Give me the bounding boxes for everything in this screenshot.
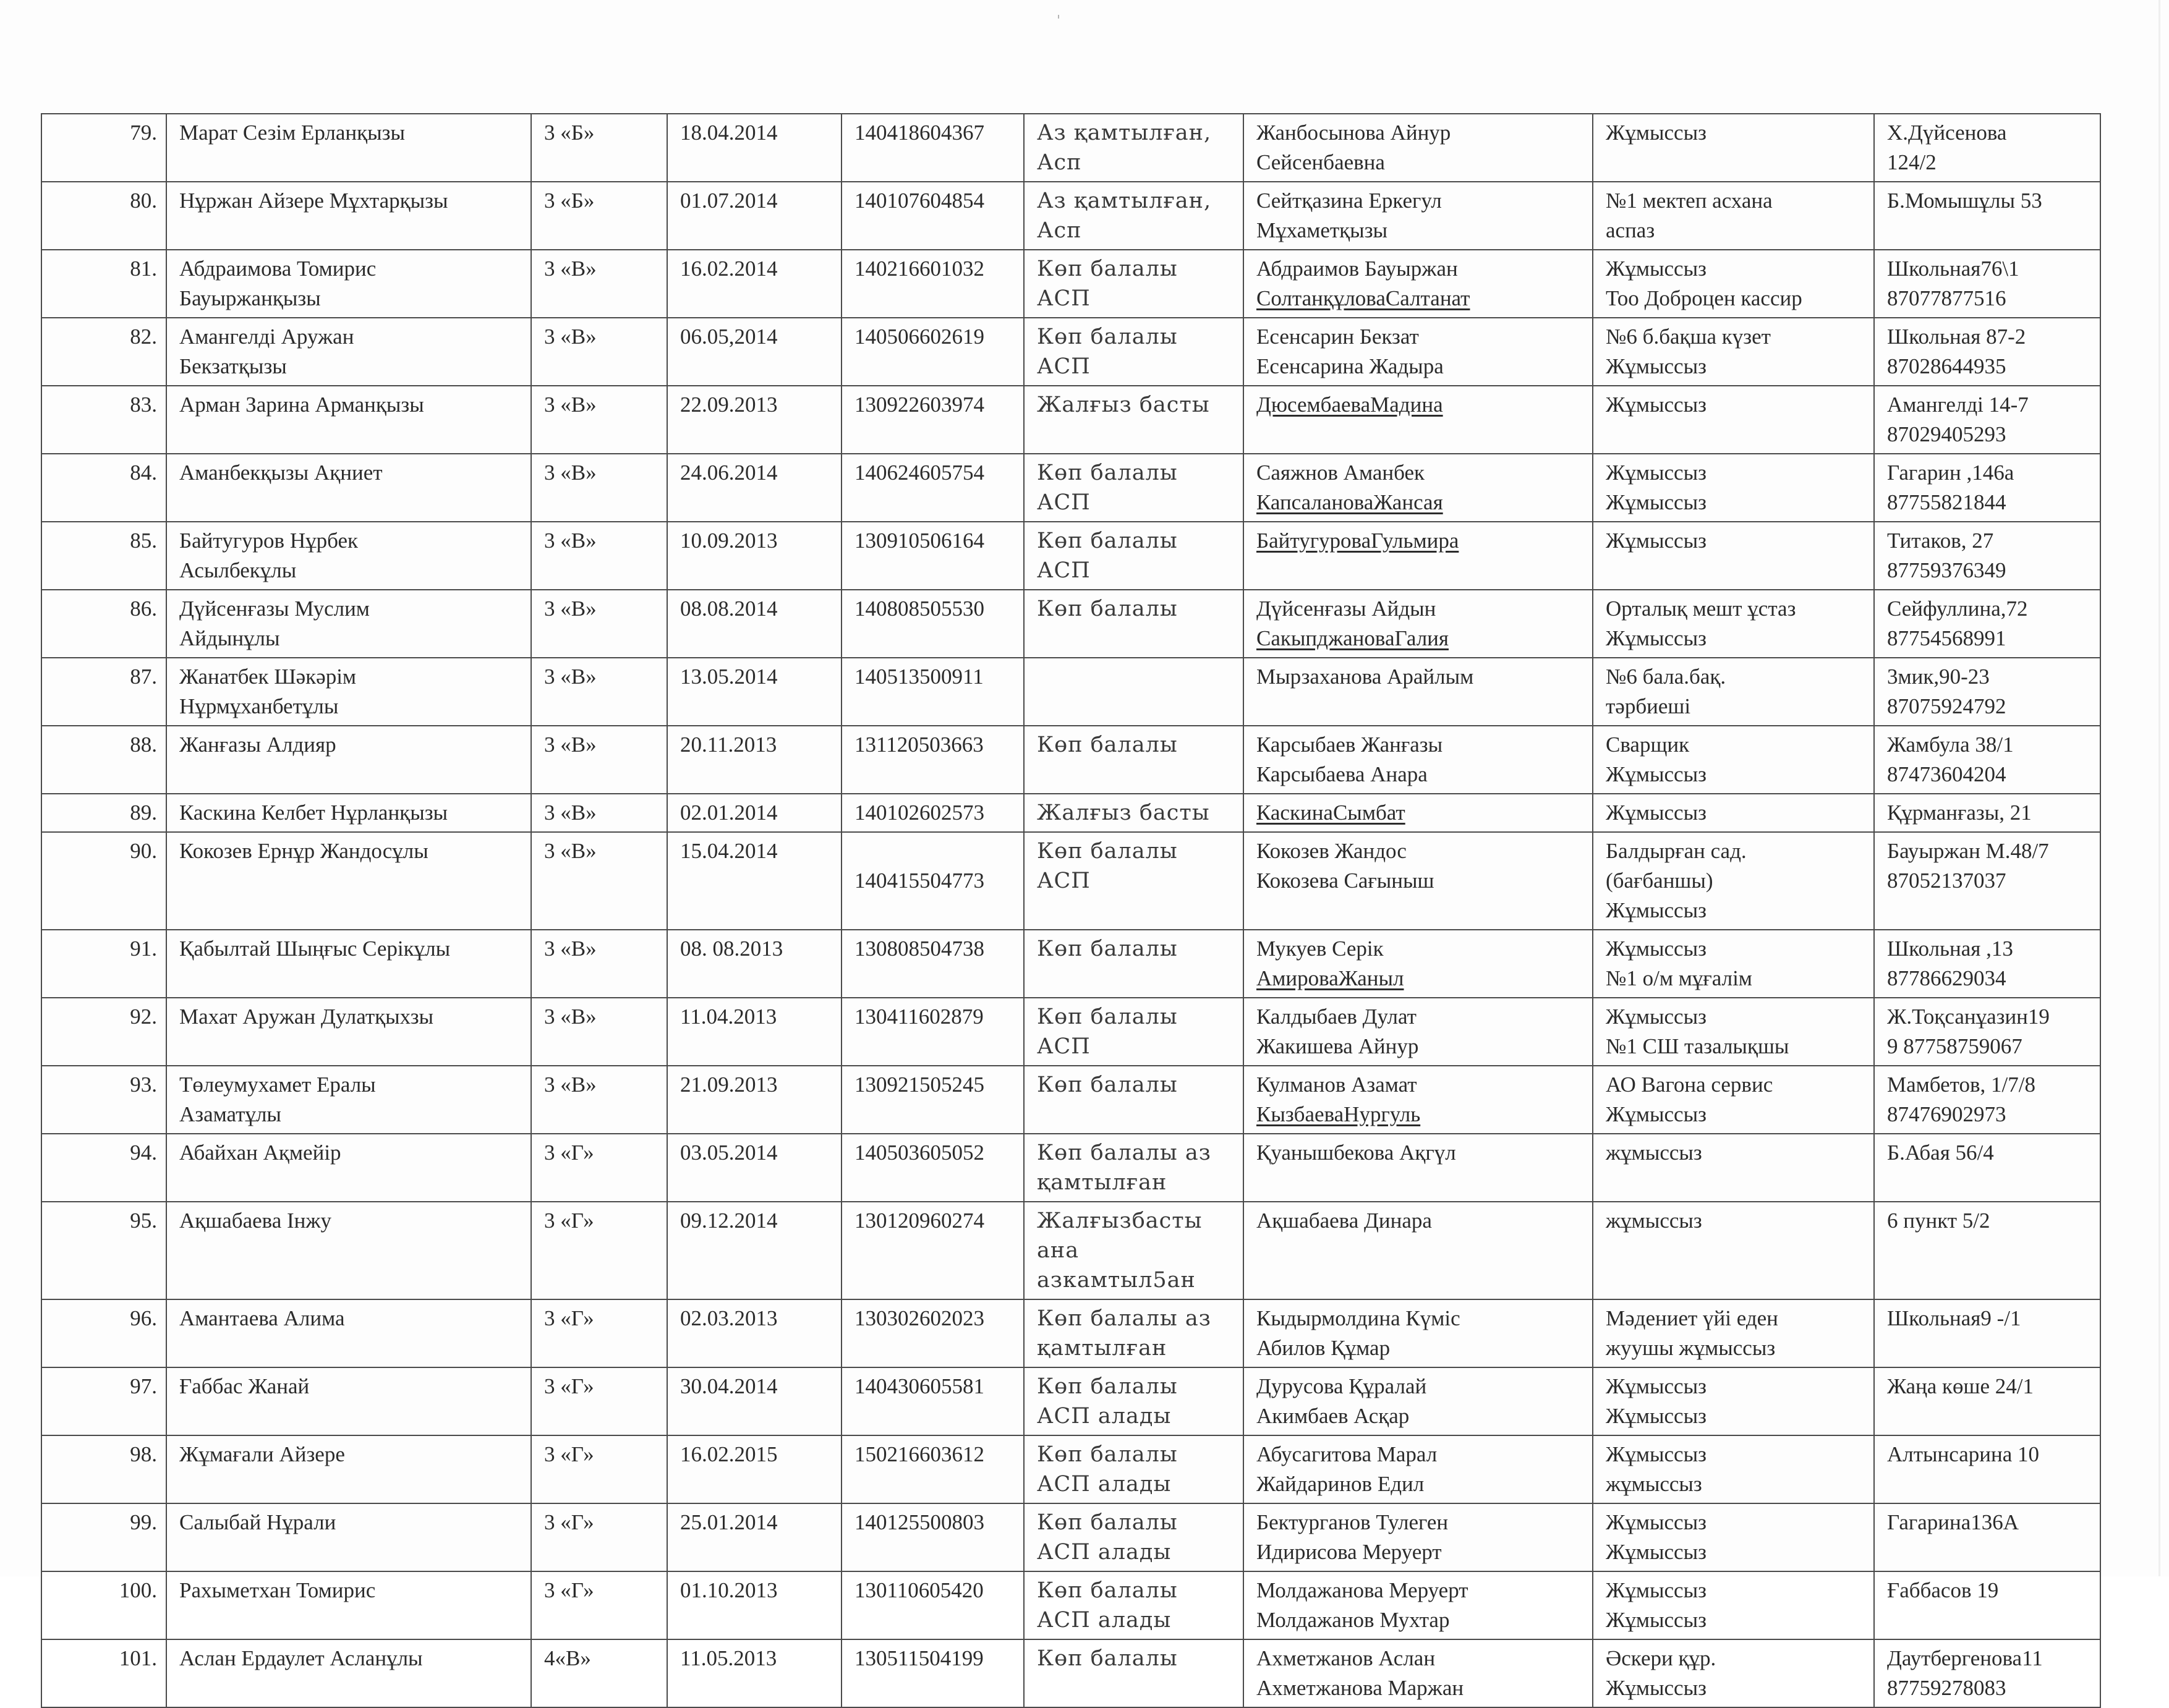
parent-name: Абилов Құмар: [1256, 1336, 1391, 1360]
parent-employment: Мәдениет үйі еден жуушы жұмыссыз: [1593, 1299, 1874, 1367]
class-label: 3 «Г»: [531, 1435, 667, 1503]
class-label: 3 «Г»: [531, 1367, 667, 1435]
student-name: Байтугуров Нұрбек Асылбекұлы: [166, 522, 531, 590]
row-number: 82.: [41, 318, 166, 386]
parent-name: Жайдаринов Едил: [1256, 1472, 1425, 1496]
table-row: [41, 590, 2100, 658]
iin-number: 130411602879: [842, 998, 1024, 1066]
family-status: Көп балалы аз қамтылған: [1024, 1299, 1243, 1367]
student-name: Рахыметхан Томирис: [166, 1571, 531, 1639]
family-status: Жалғызбасты ана азкамтыл5ан: [1024, 1202, 1243, 1299]
parent-name: Қуанышбекова Ақгүл: [1256, 1141, 1456, 1165]
birth-date: 11.04.2013: [667, 998, 842, 1066]
parent-name: Ахметжанова Маржан: [1256, 1676, 1464, 1700]
iin-number: 140513500911: [842, 658, 1024, 726]
class-label: 3 «В»: [531, 998, 667, 1066]
scan-speck: [1058, 15, 1059, 19]
roster-body: [41, 114, 2100, 1707]
student-name: Кокозев Ернұр Жандосұлы: [166, 832, 531, 930]
row-number: 89.: [41, 794, 166, 832]
parent-name: БайтугуроваГульмира: [1256, 529, 1459, 553]
student-name: Абдраимова Томирис Бауыржанқызы: [166, 250, 531, 318]
student-name: Аманбекқызы Ақниет: [166, 454, 531, 522]
parent-names: [1243, 998, 1593, 1066]
parent-name: Мукуев Серік: [1256, 937, 1384, 961]
row-number: 81.: [41, 250, 166, 318]
student-name: Каскина Келбет Нұрланқызы: [166, 794, 531, 832]
class-label: 3 «В»: [531, 794, 667, 832]
row-number: 99.: [41, 1503, 166, 1571]
scan-edge-shadow: [2158, 0, 2160, 1576]
birth-date: 21.09.2013: [667, 1066, 842, 1134]
parent-name: Бектурганов Тулеген: [1256, 1510, 1449, 1534]
class-label: 3 «Г»: [531, 1299, 667, 1367]
family-status: Көп балалы АСП: [1024, 250, 1243, 318]
class-label: 4«В»: [531, 1639, 667, 1707]
student-name: Салыбай Нұрали: [166, 1503, 531, 1571]
student-name: Амантаева Алима: [166, 1299, 531, 1367]
parent-employment: Балдырған сад. (бағбаншы) Жұмыссыз: [1593, 832, 1874, 930]
parent-name: Мырзаханова Арайлым: [1256, 665, 1474, 689]
iin-number: 140808505530: [842, 590, 1024, 658]
home-address: Амангелді 14-7 87029405293: [1874, 386, 2100, 454]
parent-name: Жакишева Айнур: [1256, 1034, 1419, 1058]
row-number: 96.: [41, 1299, 166, 1367]
parent-name: Кулманов Азамат: [1256, 1073, 1417, 1097]
row-number: 83.: [41, 386, 166, 454]
class-label: 3 «В»: [531, 454, 667, 522]
birth-date: 20.11.2013: [667, 726, 842, 794]
family-status: Көп балалы: [1024, 726, 1243, 794]
parent-employment: АО Вагона сервис Жұмыссыз: [1593, 1066, 1874, 1134]
parent-employment: Жұмыссыз Тоо Доброцен кассир: [1593, 250, 1874, 318]
birth-date: 08. 08.2013: [667, 930, 842, 998]
row-number: 88.: [41, 726, 166, 794]
table-row: [41, 658, 2100, 726]
parent-name: СакыпджановаГалия: [1256, 626, 1449, 650]
row-number: 94.: [41, 1134, 166, 1202]
family-status: Көп балалы АСП алады: [1024, 1503, 1243, 1571]
iin-number: 130511504199: [842, 1639, 1024, 1707]
parent-employment: Жұмыссыз №1 СШ тазалықшы: [1593, 998, 1874, 1066]
birth-date: 09.12.2014: [667, 1202, 842, 1299]
row-number: 93.: [41, 1066, 166, 1134]
student-name: Жұмағали Айзере: [166, 1435, 531, 1503]
table-row: [41, 1299, 2100, 1367]
parent-employment: №6 бала.бақ. тәрбиеші: [1593, 658, 1874, 726]
parent-names: [1243, 250, 1593, 318]
parent-names: [1243, 1134, 1593, 1202]
parent-name: Абусагитова Марал: [1256, 1442, 1438, 1466]
table-row: [41, 998, 2100, 1066]
family-status: Көп балалы: [1024, 1639, 1243, 1707]
parent-name: Кыдырмолдина Күміс: [1256, 1306, 1460, 1330]
parent-names: [1243, 1435, 1593, 1503]
home-address: Жамбула 38/1 87473604204: [1874, 726, 2100, 794]
table-row: [41, 318, 2100, 386]
birth-date: 11.05.2013: [667, 1639, 842, 1707]
iin-number: 130110605420: [842, 1571, 1024, 1639]
class-label: 3 «В»: [531, 386, 667, 454]
row-number: 87.: [41, 658, 166, 726]
home-address: Гагарин ,146а 87755821844: [1874, 454, 2100, 522]
row-number: 85.: [41, 522, 166, 590]
family-status: Көп балалы АСП: [1024, 832, 1243, 930]
row-number: 86.: [41, 590, 166, 658]
parent-name: Кокозев Жандос: [1256, 839, 1407, 863]
parent-names: [1243, 386, 1593, 454]
home-address: Школьная9 -/1: [1874, 1299, 2100, 1367]
parent-names: [1243, 114, 1593, 182]
parent-name: Ақшабаева Динара: [1256, 1209, 1432, 1233]
iin-number: 140102602573: [842, 794, 1024, 832]
birth-date: 13.05.2014: [667, 658, 842, 726]
iin-number: 140216601032: [842, 250, 1024, 318]
table-row: [41, 250, 2100, 318]
row-number: 90.: [41, 832, 166, 930]
birth-date: 03.05.2014: [667, 1134, 842, 1202]
birth-date: 24.06.2014: [667, 454, 842, 522]
parent-name: Есенсарин Бекзат: [1256, 325, 1419, 349]
parent-employment: жұмыссыз: [1593, 1134, 1874, 1202]
row-number: 84.: [41, 454, 166, 522]
class-label: 3 «Г»: [531, 1202, 667, 1299]
parent-name: Мұхаметқызы: [1256, 218, 1388, 242]
class-label: 3 «Г»: [531, 1503, 667, 1571]
parent-names: [1243, 1367, 1593, 1435]
student-name: Аслан Ердаулет Асланұлы: [166, 1639, 531, 1707]
home-address: Б.Абая 56/4: [1874, 1134, 2100, 1202]
parent-names: [1243, 794, 1593, 832]
table-row: [41, 1202, 2100, 1299]
parent-employment: жұмыссыз: [1593, 1202, 1874, 1299]
table-row: [41, 1639, 2100, 1707]
home-address: Даутбергенова11 87759278083: [1874, 1639, 2100, 1707]
home-address: Ғаббасов 19: [1874, 1571, 2100, 1639]
class-label: 3 «В»: [531, 250, 667, 318]
student-name: Ақшабаева Інжу: [166, 1202, 531, 1299]
parent-employment: Жұмыссыз: [1593, 522, 1874, 590]
parent-names: [1243, 1639, 1593, 1707]
family-status: Көп балалы АСП: [1024, 998, 1243, 1066]
class-label: 3 «Б»: [531, 114, 667, 182]
family-status: Жалғыз басты: [1024, 386, 1243, 454]
parent-employment: Жұмыссыз: [1593, 114, 1874, 182]
class-label: 3 «В»: [531, 832, 667, 930]
birth-date: 30.04.2014: [667, 1367, 842, 1435]
table-row: [41, 386, 2100, 454]
class-label: 3 «В»: [531, 522, 667, 590]
table-row: [41, 930, 2100, 998]
table-row: [41, 454, 2100, 522]
row-number: 92.: [41, 998, 166, 1066]
family-status: Көп балалы АСП: [1024, 522, 1243, 590]
parent-names: [1243, 522, 1593, 590]
home-address: Школьная76\1 87077877516: [1874, 250, 2100, 318]
row-number: 79.: [41, 114, 166, 182]
parent-name: Есенсарина Жадыра: [1256, 354, 1444, 378]
student-name: Амангелді Аружан Бекзатқызы: [166, 318, 531, 386]
row-number: 97.: [41, 1367, 166, 1435]
student-name: Махат Аружан Дулатқыхзы: [166, 998, 531, 1066]
iin-number: 140125500803: [842, 1503, 1024, 1571]
class-label: 3 «В»: [531, 930, 667, 998]
row-number: 95.: [41, 1202, 166, 1299]
parent-name: ДюсембаеваМадина: [1256, 393, 1443, 417]
class-label: 3 «Б»: [531, 182, 667, 250]
parent-employment: №6 б.бақша күзет Жұмыссыз: [1593, 318, 1874, 386]
parent-names: [1243, 1066, 1593, 1134]
family-status: Аз қамтылған, Асп: [1024, 182, 1243, 250]
birth-date: 22.09.2013: [667, 386, 842, 454]
parent-name: КызбаеваНургуль: [1256, 1102, 1421, 1126]
parent-name: Абдраимов Бауыржан: [1256, 257, 1458, 281]
row-number: 91.: [41, 930, 166, 998]
parent-employment: Жұмыссыз Жұмыссыз: [1593, 1571, 1874, 1639]
table-row: [41, 1134, 2100, 1202]
parent-name: Молдажанов Мухтар: [1256, 1608, 1450, 1632]
home-address: Х.Дүйсенова 124/2: [1874, 114, 2100, 182]
parent-name: Молдажанова Меруерт: [1256, 1578, 1468, 1602]
table-row: [41, 1571, 2100, 1639]
class-label: 3 «Г»: [531, 1571, 667, 1639]
home-address: Б.Момышұлы 53: [1874, 182, 2100, 250]
birth-date: 16.02.2014: [667, 250, 842, 318]
row-number: 100.: [41, 1571, 166, 1639]
birth-date: 06.05,2014: [667, 318, 842, 386]
parent-employment: Орталық мешт ұстаз Жұмыссыз: [1593, 590, 1874, 658]
birth-date: 15.04.2014: [667, 832, 842, 930]
student-name: Арман Зарина Арманқызы: [166, 386, 531, 454]
student-name: Төлеумухамет Ералы Азаматұлы: [166, 1066, 531, 1134]
family-status: Көп балалы: [1024, 930, 1243, 998]
iin-number: 130922603974: [842, 386, 1024, 454]
table-row: [41, 182, 2100, 250]
home-address: Титаков, 27 87759376349: [1874, 522, 2100, 590]
parent-employment: Жұмыссыз Жұмыссыз: [1593, 454, 1874, 522]
parent-names: [1243, 1299, 1593, 1367]
parent-name: Сейтқазина Еркегул: [1256, 189, 1442, 213]
parent-name: Идирисова Меруерт: [1256, 1540, 1442, 1564]
parent-employment: Жұмыссыз №1 о/м мұғалім: [1593, 930, 1874, 998]
row-number: 98.: [41, 1435, 166, 1503]
family-status: [1024, 658, 1243, 726]
iin-number: 130302602023: [842, 1299, 1024, 1367]
parent-name: Кокозева Сағыныш: [1256, 869, 1434, 893]
iin-number: 140415504773: [842, 832, 1024, 930]
parent-names: [1243, 590, 1593, 658]
birth-date: 18.04.2014: [667, 114, 842, 182]
parent-employment: Жұмыссыз Жұмыссыз: [1593, 1503, 1874, 1571]
table-row: [41, 794, 2100, 832]
table-row: [41, 1367, 2100, 1435]
parent-names: [1243, 930, 1593, 998]
parent-name: Дурусова Құралай: [1256, 1374, 1427, 1398]
student-name: Марат Сезім Ерланқызы: [166, 114, 531, 182]
parent-name: Карсыбаев Жанғазы: [1256, 733, 1443, 757]
home-address: Школьная 87-2 87028644935: [1874, 318, 2100, 386]
table-row: [41, 522, 2100, 590]
parent-employment: Жұмыссыз жұмыссыз: [1593, 1435, 1874, 1503]
iin-number: 150216603612: [842, 1435, 1024, 1503]
student-name: Абайхан Ақмейір: [166, 1134, 531, 1202]
family-status: Көп балалы АСП алады: [1024, 1435, 1243, 1503]
home-address: 6 пункт 5/2: [1874, 1202, 2100, 1299]
iin-number: 140503605052: [842, 1134, 1024, 1202]
home-address: Жаңа көше 24/1: [1874, 1367, 2100, 1435]
student-name: Нұржан Айзере Мұхтарқызы: [166, 182, 531, 250]
parent-names: [1243, 1202, 1593, 1299]
iin-number: 130921505245: [842, 1066, 1024, 1134]
table-row: [41, 726, 2100, 794]
parent-name: СолтанқұловаСалтанат: [1256, 286, 1470, 310]
birth-date: 01.07.2014: [667, 182, 842, 250]
parent-names: [1243, 1503, 1593, 1571]
class-label: 3 «В»: [531, 726, 667, 794]
home-address: Ж.Тоқсанұазин19 9 87758759067: [1874, 998, 2100, 1066]
parent-names: [1243, 454, 1593, 522]
birth-date: 01.10.2013: [667, 1571, 842, 1639]
family-status: Көп балалы АСП алады: [1024, 1571, 1243, 1639]
parent-employment: Сварщик Жұмыссыз: [1593, 726, 1874, 794]
class-label: 3 «В»: [531, 1066, 667, 1134]
parent-names: [1243, 832, 1593, 930]
family-status: Көп балалы аз қамтылған: [1024, 1134, 1243, 1202]
table-row: [41, 1066, 2100, 1134]
iin-number: 140430605581: [842, 1367, 1024, 1435]
iin-number: 130910506164: [842, 522, 1024, 590]
class-label: 3 «В»: [531, 318, 667, 386]
parent-employment: Әскери құр. Жұмыссыз: [1593, 1639, 1874, 1707]
parent-name: КапсалановаЖансая: [1256, 490, 1443, 514]
parent-names: [1243, 318, 1593, 386]
iin-number: 130120960274: [842, 1202, 1024, 1299]
student-name: Ғаббас Жанай: [166, 1367, 531, 1435]
iin-number: 130808504738: [842, 930, 1024, 998]
table-row: [41, 1435, 2100, 1503]
student-name: Дүйсенғазы Муслим Айдынұлы: [166, 590, 531, 658]
parent-name: КаскинаСымбат: [1256, 801, 1405, 825]
home-address: 3мик,90-23 87075924792: [1874, 658, 2100, 726]
parent-name: Калдыбаев Дулат: [1256, 1005, 1417, 1029]
iin-number: 131120503663: [842, 726, 1024, 794]
parent-employment: Жұмыссыз: [1593, 386, 1874, 454]
parent-name: Саяжнов Аманбек: [1256, 461, 1425, 485]
birth-date: 02.03.2013: [667, 1299, 842, 1367]
student-name: Жанатбек Шәкәрім Нұрмұханбетұлы: [166, 658, 531, 726]
parent-name: Акимбаев Асқар: [1256, 1404, 1410, 1428]
family-status: Жалғыз басты: [1024, 794, 1243, 832]
parent-names: [1243, 726, 1593, 794]
family-status: Көп балалы АСП алады: [1024, 1367, 1243, 1435]
parent-name: Жанбосынова Айнур: [1256, 121, 1451, 145]
family-status: Көп балалы: [1024, 590, 1243, 658]
class-label: 3 «Г»: [531, 1134, 667, 1202]
home-address: Құрманғазы, 21: [1874, 794, 2100, 832]
birth-date: 16.02.2015: [667, 1435, 842, 1503]
student-name: Қабылтай Шыңғыс Серікұлы: [166, 930, 531, 998]
parent-names: [1243, 182, 1593, 250]
iin-number: 140506602619: [842, 318, 1024, 386]
birth-date: 02.01.2014: [667, 794, 842, 832]
table-row: [41, 114, 2100, 182]
birth-date: 25.01.2014: [667, 1503, 842, 1571]
home-address: Бауыржан М.48/7 87052137037: [1874, 832, 2100, 930]
parent-employment: Жұмыссыз Жұмыссыз: [1593, 1367, 1874, 1435]
family-status: Аз қамтылған, Асп: [1024, 114, 1243, 182]
parent-names: [1243, 1571, 1593, 1639]
parent-name: АмироваЖаныл: [1256, 966, 1404, 990]
row-number: 101.: [41, 1639, 166, 1707]
table-row: [41, 1503, 2100, 1571]
parent-employment: №1 мектеп асхана аспаз: [1593, 182, 1874, 250]
class-label: 3 «В»: [531, 658, 667, 726]
home-address: Гагарина136А: [1874, 1503, 2100, 1571]
family-status: Көп балалы АСП: [1024, 318, 1243, 386]
home-address: Сейфуллина,72 87754568991: [1874, 590, 2100, 658]
home-address: Школьная ,13 87786629034: [1874, 930, 2100, 998]
birth-date: 10.09.2013: [667, 522, 842, 590]
parent-name: Карсыбаева Анара: [1256, 762, 1428, 786]
home-address: Алтынсарина 10: [1874, 1435, 2100, 1503]
iin-number: 140418604367: [842, 114, 1024, 182]
iin-number: 140107604854: [842, 182, 1024, 250]
student-roster-table: [41, 113, 2101, 1708]
iin-number: 140624605754: [842, 454, 1024, 522]
class-label: 3 «В»: [531, 590, 667, 658]
parent-employment: Жұмыссыз: [1593, 794, 1874, 832]
home-address: Мамбетов, 1/7/8 87476902973: [1874, 1066, 2100, 1134]
student-name: Жанғазы Алдияр: [166, 726, 531, 794]
parent-name: Дүйсенғазы Айдын: [1256, 597, 1436, 621]
family-status: Көп балалы: [1024, 1066, 1243, 1134]
family-status: Көп балалы АСП: [1024, 454, 1243, 522]
parent-names: [1243, 658, 1593, 726]
table-row: [41, 832, 2100, 930]
parent-name: Ахметжанов Аслан: [1256, 1646, 1436, 1670]
birth-date: 08.08.2014: [667, 590, 842, 658]
row-number: 80.: [41, 182, 166, 250]
parent-name: Сейсенбаевна: [1256, 150, 1385, 174]
